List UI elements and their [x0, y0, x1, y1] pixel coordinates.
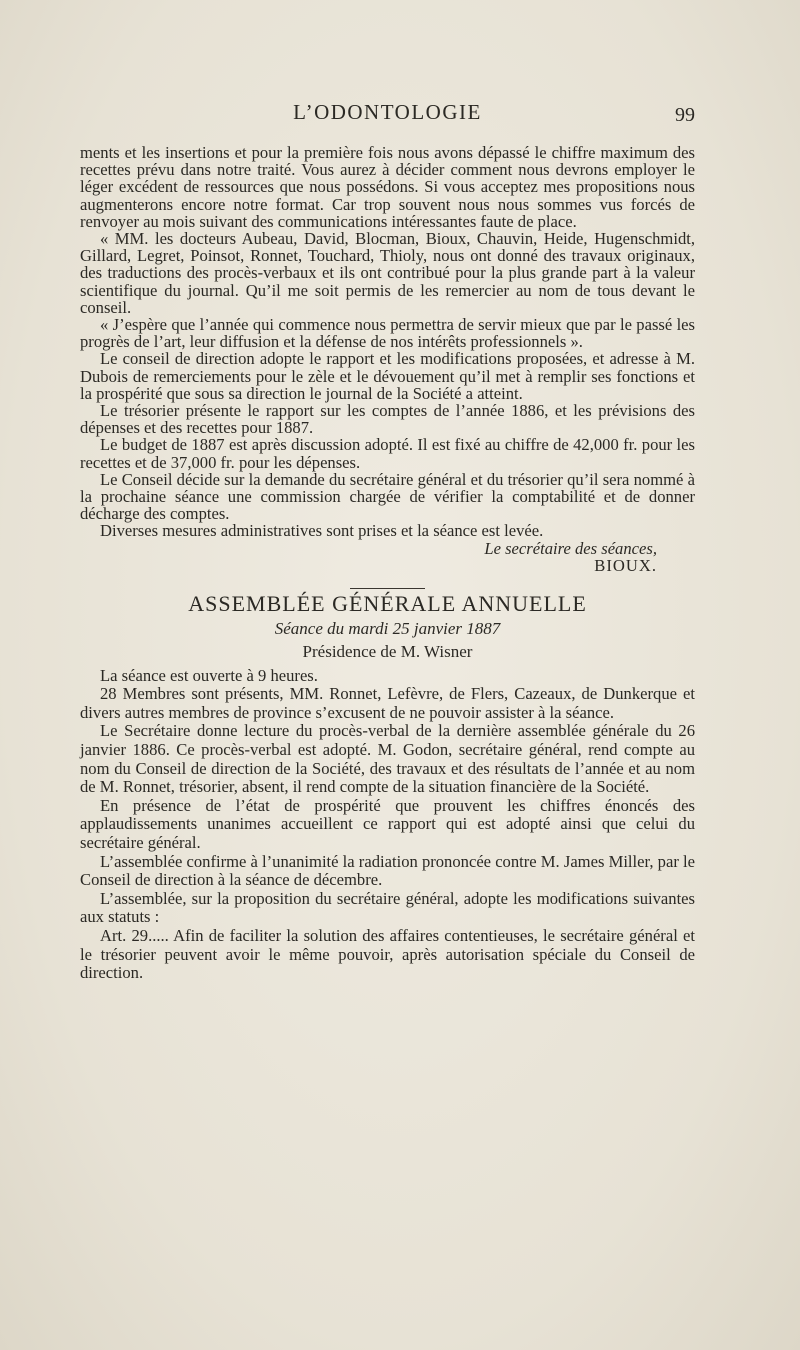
paragraph: « J’espère que l’année qui commence nous permettra de servir mieux que par le passé les progrès de l’art, leur diffusion et la défense de nos intérêts professionnels ». — [80, 315, 695, 352]
paragraph: Le Secrétaire donne lecture du procès-verbal de la dernière assemblée générale du 26 janvier 1886. Ce procès-verbal est adopté. M. Godon, secrétaire général, rend compte au nom du Conseil de direction de la Société, des travaux et des résultats de l’année et au nom de M. Ronnet, trésorier, absent, il rend compte de la situation financière de la Société. — [80, 721, 695, 797]
section-body — [80, 667, 695, 983]
paragraph: La séance est ouverte à 9 heures. — [100, 665, 318, 685]
page-header — [80, 100, 695, 130]
paragraph: 28 Membres sont présents, MM. Ronnet, Lefèvre, de Flers, Cazeaux, de Dunkerque et divers autres membres de province s’excusent de ne pouvoir assister à la séance. — [80, 684, 695, 722]
section-divider — [350, 588, 425, 589]
section-presidency: Présidence de M. Wisner — [302, 642, 473, 662]
paragraph: Le budget de 1887 est après discussion adopté. Il est fixé au chiffre de 42,000 fr. pour les recettes et de 37,000 fr. pour les dépenses. — [80, 435, 695, 472]
paragraph: « MM. les docteurs Aubeau, David, Blocman, Bioux, Chauvin, Heide, Hugenschmidt, Gillard, Legret, Poinsot, Ronnet, Touchard, Thioly, nous ont donné des travaux originaux, des traductions des procès-verbaux et ils ont contribué pour la plus grande part à la valeur scientifique du journal. Qu’il me soit permis de les remercier au nom de tous devant le conseil. — [80, 229, 695, 317]
section-date: Séance du mardi 25 janvier 1887 — [274, 619, 501, 639]
page-body — [80, 144, 695, 983]
page-number: 99 — [675, 104, 695, 126]
paragraph: Le Conseil décide sur la demande du secrétaire général et du trésorier qu’il sera nommé à la prochaine séance une commission chargée de vérifier la comptabilité et de donner décharge des comptes. — [80, 469, 695, 524]
paragraph: Le trésorier présente le rapport sur les comptes de l’année 1886, et les prévisions des dépenses et des recettes pour 1887. — [80, 401, 695, 438]
section-title: ASSEMBLÉE GÉNÉRALE ANNUELLE — [188, 591, 587, 617]
paragraph: En présence de l’état de prospérité que prouvent les chiffres énoncés des applaudissements unanimes accueillent ce rapport qui est adopté ainsi que celui du secrétaire général. — [80, 795, 695, 853]
paragraph: Le conseil de direction adopte le rapport et les modifications proposées, et adresse à M. Dubois de remerciements pour le zèle et le dévouement qu’il met à remplir ses fonctions et la prospérité que sous sa direction le journal de la Société a atteint. — [80, 349, 695, 403]
signature-role: Le secrétaire des séances, — [484, 538, 657, 558]
paragraph: Art. 29..... Afin de faciliter la solution des affaires contentieuses, le secrétaire général et le trésorier peuvent avoir le même pouvoir, après autorisation spéciale du Conseil de direction. — [80, 926, 695, 983]
paragraph: L’assemblée confirme à l’unanimité la radiation prononcée contre M. James Miller, par le Conseil de direction à la séance de décembre. — [80, 851, 695, 890]
paragraph: Diverses mesures administratives sont prises et la séance est levée. — [100, 521, 544, 541]
paragraph: ments et les insertions et pour la première fois nous avons dépassé le chiffre maximum des recettes prévu dans notre traité. Vous aurez à décider comment nous devrons employer le léger excédent de ressources que nous possédons. Si vous acceptez mes propositions nous augmenterons encore notre format. Car trop souvent nous nous sommes vus forcés de renvoyer au mois suivant des communications intéressantes faute de place. — [80, 143, 695, 231]
running-title: L’ODONTOLOGIE — [293, 100, 482, 124]
paragraph: L’assemblée, sur la proposition du secrétaire général, adopte les modifications suivantes aux statuts : — [80, 888, 695, 927]
signature-name: BIOUX. — [594, 555, 657, 575]
